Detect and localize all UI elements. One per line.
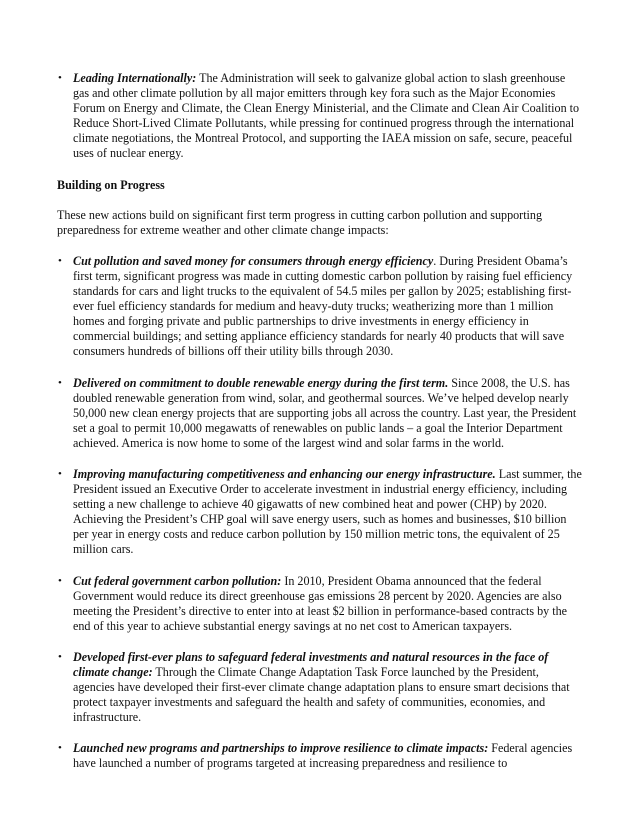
bullet-icon: • <box>58 467 62 480</box>
bullet-lead: Cut federal government carbon pollution: <box>73 573 282 588</box>
bullet-resilience-programs <box>57 741 583 771</box>
bullet-federal-carbon <box>57 574 583 634</box>
bullet-lead: Leading Internationally: <box>73 71 197 85</box>
bullet-renewable-energy <box>57 376 583 451</box>
bullet-text: The Administration will seek to galvanize global action to slash greenhouse gas and other climate pollution by all major emitters through key fora such as the Major Economies Forum on Energy and Climate, the Clean Energy Ministerial, and the Climate and Clean Air Coalition to Reduce Short-Lived Climate Pollutants, while pressing for continued progress through the international climate negotiations, the Montreal Protocol, and supporting the IAEA mission on safe, secure, peaceful uses of nuclear energy. <box>73 71 580 161</box>
bullet-text: In 2010, President Obama announced that the federal Government would reduce its direct greenhouse gas emissions 28 percent by 2020. Agencies are also meeting the President’s directive to enter into at least $2 billion in performance-based contracts by the end of this year to achieve substantial energy savings at no net cost to American taxpayers. <box>73 573 568 633</box>
bullet-adaptation-plans <box>57 650 583 725</box>
bullet-icon: • <box>58 742 62 755</box>
section-heading: Building on Progress <box>57 177 165 192</box>
bullet-text: Federal agencies have launched a number of programs targeted at increasing preparedness and resilience to <box>73 741 573 771</box>
bullet-lead: Improving manufacturing competitiveness and enhancing our energy infrastructure. <box>73 466 496 481</box>
bullet-lead: Delivered on commitment to double renewable energy during the first term. <box>73 375 449 390</box>
bullet-text: Last summer, the President issued an Executive Order to accelerate investment in industrial energy efficiency, including setting a new challenge to achieve 40 gigawatts of new combined heat and power (CHP) by 2020. Achieving the President’s CHP goal will save energy users, such as homes and businesses, $10 billion per year in energy costs and reduce carbon pollution by 150 million metric tons, the equivalent of 25 million cars. <box>73 466 582 557</box>
bullet-lead: Cut pollution and saved money for consumers through energy efficiency <box>73 253 434 268</box>
bullet-energy-efficiency <box>57 254 583 360</box>
section-intro: These new actions build on significant first term progress in cutting carbon pollution and supporting preparedness for extreme weather and other climate change impacts: <box>57 207 543 237</box>
bullet-icon: • <box>58 376 62 389</box>
bullet-text: . During President Obama’s first term, significant progress was made in cutting domestic carbon pollution by raising fuel efficiency standards for cars and light trucks to the equivalent of 54.5 miles per gallon by 2025; establishing first-ever fuel efficiency standards for medium and heavy-duty trucks; weatherizing more than 1 million homes and forging private and public partnerships to drive investments in energy efficiency in commercial buildings; and setting appliance efficiency standards for nearly 40 products that will save consumers hundreds of billions off their utility bills through 2030. <box>73 253 573 359</box>
bullet-leading-internationally <box>57 71 583 162</box>
bullet-icon: • <box>58 254 62 267</box>
bullet-lead: Launched new programs and partnerships to improve resilience to climate impacts: <box>73 741 489 756</box>
document-body <box>57 71 583 772</box>
bullet-text: Since 2008, the U.S. has doubled renewable generation from wind, solar, and geothermal sources. We’ve helped develop nearly 50,000 new clean energy projects that are supporting jobs all across the country. Last year, the President set a goal to permit 10,000 megawatts of renewables on public lands – a goal the Interior Department achieved. America is now home to some of the largest wind and solar farms in the world. <box>73 375 577 450</box>
bullet-manufacturing <box>57 467 583 558</box>
bullet-icon: • <box>58 72 62 84</box>
bullet-icon: • <box>58 574 62 587</box>
bullet-icon: • <box>58 650 62 663</box>
bullet-lead: Developed first-ever plans to safeguard federal investments and natural resources in the face of climate change: <box>73 649 549 679</box>
bullet-text: Through the Climate Change Adaptation Task Force launched by the President, agencies have developed their first-ever climate change adaptation plans to ensure smart decisions that protect taxpayer investments and safeguard the health and safety of communities, economies, and infrastructure. <box>73 665 570 725</box>
